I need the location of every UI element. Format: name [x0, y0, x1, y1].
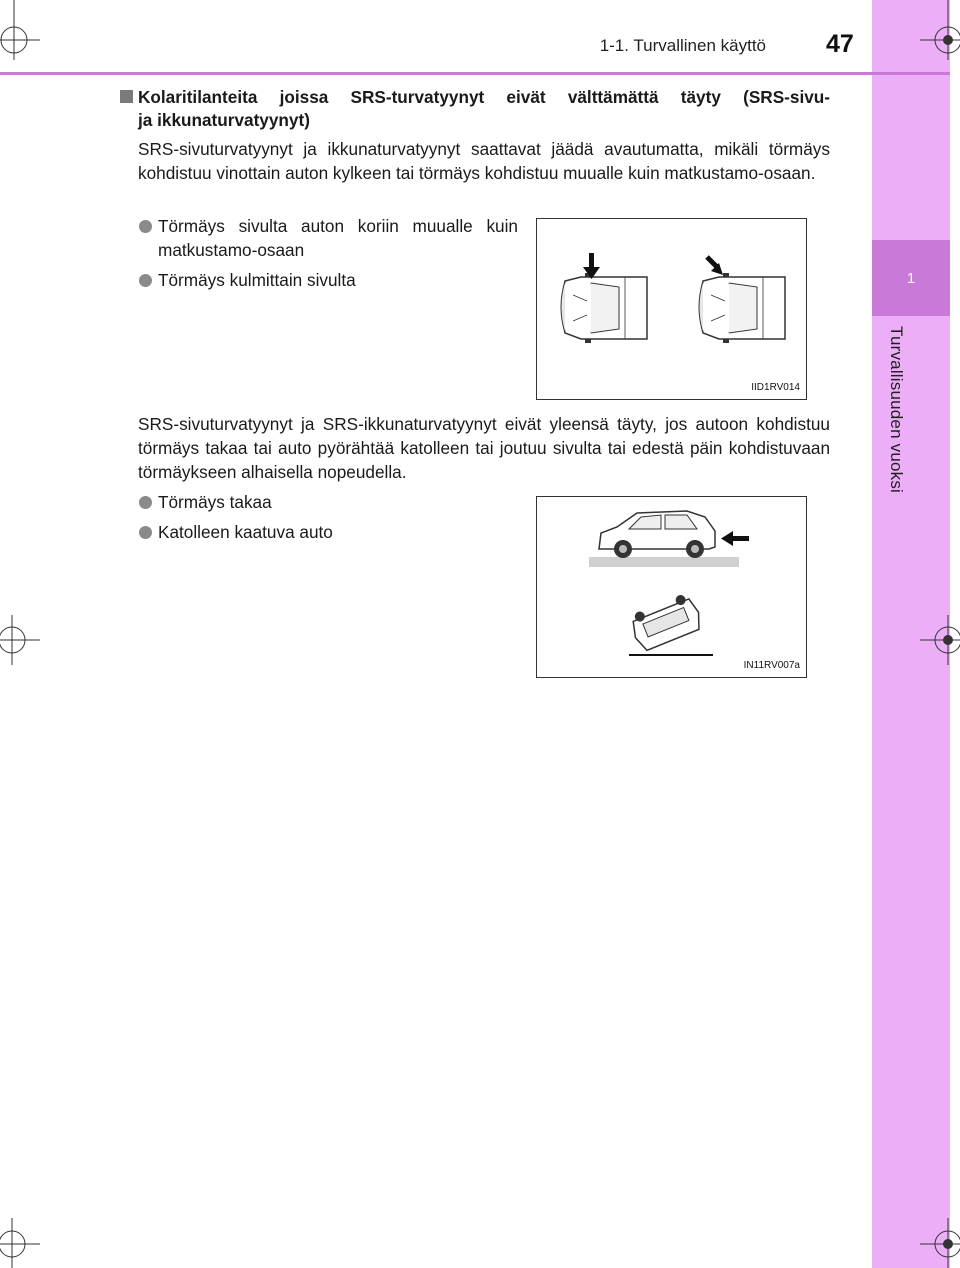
- main-content: [118, 86, 830, 185]
- registration-mark-bottom-right-icon: [920, 1218, 960, 1268]
- round-bullet-icon: [139, 274, 152, 287]
- figure-code: IN11RV007a: [743, 660, 800, 671]
- section-heading: [118, 86, 830, 132]
- round-bullet-icon: [139, 526, 152, 539]
- section2: [118, 412, 830, 484]
- registration-mark-bottom-left-icon: [0, 1218, 40, 1268]
- bullet-item: Törmäys kulmittain sivulta: [118, 268, 518, 292]
- figure-rear-rollover: [536, 496, 807, 678]
- registration-mark-top-left-icon: [0, 0, 40, 60]
- bullet-item: Törmäys sivulta auton koriin muualle kuin matkustamo-osaan: [118, 214, 518, 262]
- rolled-over-car-icon: [627, 591, 705, 653]
- registration-mark-top-right-icon: [920, 0, 960, 60]
- section2-bullet-list: [118, 490, 518, 544]
- section-title: 1-1. Turvallinen käyttö: [599, 36, 766, 55]
- car-top-view-icon: [561, 273, 647, 343]
- road-surface: [589, 557, 739, 567]
- bullet-item: Katolleen kaatuva auto: [118, 520, 518, 544]
- car-top-view-icon: [699, 273, 785, 343]
- diagonal-impact-arrow-icon: [707, 257, 723, 275]
- section1-paragraph: SRS-sivuturvatyynyt ja ikkunaturvatyynyt saattavat jäädä avautumatta, mikäli törmäys kohdistuu vinottain auton kylkeen tai törmäys kohdistuu muualle kuin matkustamo-osaan.: [138, 139, 830, 183]
- suv-side-view-icon: [599, 511, 715, 558]
- heading-line-1: Kolaritilanteita joissa SRS-turvatyynyt eivät välttämättä täyty (SRS-sivu-: [138, 87, 830, 107]
- rear-impact-arrow-icon: [721, 531, 749, 546]
- bullet-item: Törmäys takaa: [118, 490, 518, 514]
- square-bullet-icon: [120, 90, 133, 103]
- cars-top-view-illustration: [537, 219, 806, 399]
- chapter-number-tab: 1: [872, 240, 950, 316]
- chapter-title-vertical: Turvallisuuden vuoksi: [887, 326, 906, 494]
- figure-side-collision: [536, 218, 807, 400]
- heading-line-2: ja ikkunaturvatyynyt): [138, 110, 310, 130]
- registration-mark-mid-right-icon: [920, 615, 960, 665]
- header-rule: [0, 72, 950, 75]
- rear-impact-rollover-illustration: [537, 497, 806, 677]
- round-bullet-icon: [139, 496, 152, 509]
- figure-code: IID1RV014: [751, 382, 800, 393]
- registration-mark-mid-left-icon: [0, 615, 40, 665]
- page-number: 47: [826, 30, 854, 58]
- round-bullet-icon: [139, 220, 152, 233]
- section1-bullet-list: [118, 214, 518, 292]
- section2-paragraph: SRS-sivuturvatyynyt ja SRS-ikkunaturvatyynyt eivät yleensä täyty, jos autoon kohdistuu törmäys takaa tai auto pyörähtää katolleen tai joutuu sivulta tai edestä päin kohdistuvaan törmäykseen alhaisella nopeudella.: [138, 414, 830, 482]
